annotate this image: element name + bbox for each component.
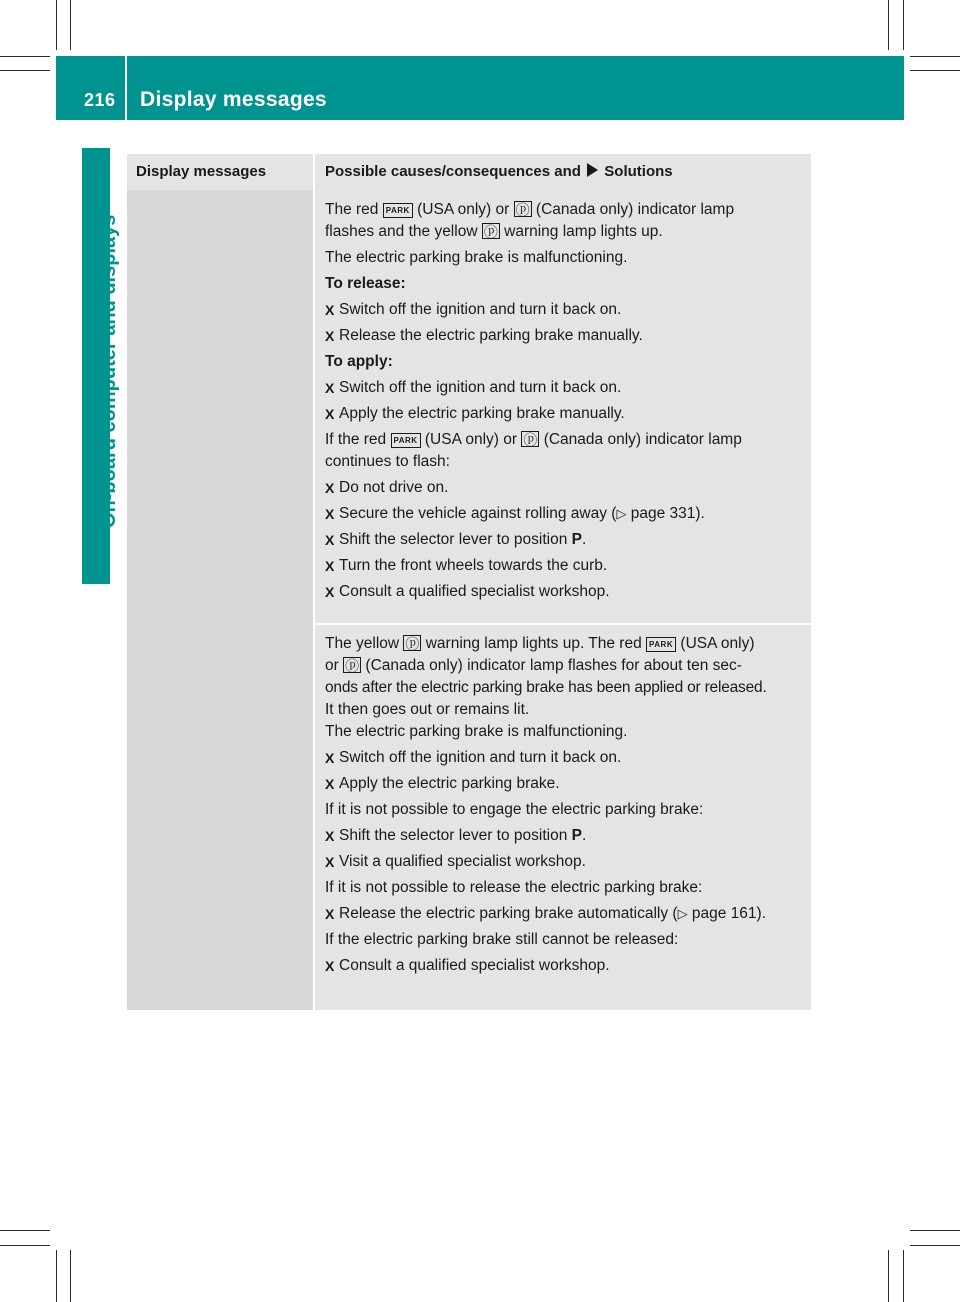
step-text: Visit a qualified specialist workshop. [339, 853, 586, 870]
crop-mark [0, 70, 50, 71]
page-ref-icon: ▷ [616, 506, 627, 521]
text: . [581, 827, 587, 844]
b1-condition [325, 429, 803, 451]
list-item [325, 955, 803, 977]
step-text [339, 825, 586, 847]
step-marker-icon: X [325, 958, 335, 974]
crop-mark [56, 1250, 57, 1302]
crop-mark [0, 1230, 50, 1231]
crop-mark [70, 0, 71, 50]
park-icon: PARK [383, 203, 413, 218]
step-text: Switch off the ignition and turn it back on. [339, 379, 622, 396]
step-marker-icon: X [325, 750, 335, 766]
list-item [325, 555, 803, 577]
step-marker-icon: X [325, 776, 335, 792]
crop-mark [910, 1230, 960, 1231]
text: (Canada only) indicator lamp [535, 201, 735, 218]
step-marker-icon: X [325, 558, 335, 574]
apply-heading: To apply: [325, 353, 393, 370]
step-text: Consult a qualified specialist workshop. [339, 583, 610, 600]
table-body [127, 190, 811, 1010]
text: . [581, 531, 587, 548]
crop-mark [910, 1245, 960, 1246]
b1-condition-2: continues to flash: [325, 453, 450, 470]
text: Shift the selector lever to position [339, 827, 568, 844]
step-text: Switch off the ignition and turn it back on. [339, 301, 622, 318]
step-marker-icon: X [325, 828, 335, 844]
display-message-cell [127, 190, 313, 1010]
b1-intro-2 [325, 221, 803, 243]
page-number: 216 [84, 90, 116, 110]
step-marker-icon: X [325, 584, 335, 600]
step-text: Apply the electric parking brake. [339, 775, 560, 792]
step-marker-icon: X [325, 480, 335, 496]
crop-mark [56, 0, 57, 50]
messages-table [127, 154, 811, 1010]
chapter-tab-label: On-board computer and displays [98, 214, 120, 528]
list-item [325, 325, 803, 347]
crop-mark [0, 56, 50, 57]
col-header-solutions [313, 154, 811, 190]
step-marker-icon: X [325, 302, 335, 318]
page-ref-link[interactable]: page 331). [630, 505, 705, 522]
crop-mark [0, 1245, 50, 1246]
park-icon: PARK [646, 637, 676, 652]
brake-warning-icon [514, 201, 532, 217]
table-row [315, 190, 811, 623]
step-marker-icon: X [325, 380, 335, 396]
list-item [325, 299, 803, 321]
text: warning lamp lights up. The red [425, 635, 642, 652]
list-item [325, 903, 803, 925]
b2-release-condition: If it is not possible to release the electric parking brake: [325, 879, 703, 896]
list-item [325, 851, 803, 873]
b2-intro-2 [325, 655, 803, 677]
crop-mark [910, 70, 960, 71]
step-text: Apply the electric parking brake manually. [339, 405, 625, 422]
park-icon: PARK [391, 433, 421, 448]
list-item [325, 529, 803, 551]
table-header [127, 154, 811, 190]
b2-still-condition: If the electric parking brake still cannot be released: [325, 931, 679, 948]
crop-mark [903, 1250, 904, 1302]
header-divider [125, 56, 127, 120]
solution-arrow-icon [587, 163, 598, 177]
b2-engage-condition: If it is not possible to engage the electric parking brake: [325, 801, 704, 818]
text: (Canada only) indicator lamp [543, 431, 742, 448]
crop-mark [910, 56, 960, 57]
crop-mark [888, 0, 889, 50]
step-marker-icon: X [325, 906, 335, 922]
text: or [325, 657, 339, 674]
crop-mark [70, 1250, 71, 1302]
text: (Canada only) indicator lamp flashes for about ten sec- [365, 657, 742, 674]
list-item [325, 747, 803, 769]
text: (USA only) or [417, 201, 510, 218]
text: warning lamp lights up. [504, 223, 663, 240]
text: The yellow [325, 635, 400, 652]
step-marker-icon: X [325, 854, 335, 870]
step-text: Do not drive on. [339, 479, 449, 496]
step-text: Consult a qualified specialist workshop. [339, 957, 610, 974]
list-item [325, 503, 803, 525]
text: (USA only) [680, 635, 755, 652]
release-heading: To release: [325, 275, 406, 292]
step-text: Turn the front wheels towards the curb. [339, 557, 608, 574]
col-header-suffix: Solutions [604, 163, 673, 180]
step-text [339, 503, 705, 525]
page-ref-icon: ▷ [677, 906, 688, 921]
text: Shift the selector lever to position [339, 531, 568, 548]
col-header-display-messages: Display messages [136, 163, 267, 180]
text: (USA only) or [424, 431, 518, 448]
step-marker-icon: X [325, 406, 335, 422]
list-item [325, 825, 803, 847]
text: flashes and the yellow [325, 223, 478, 240]
step-text [339, 903, 766, 925]
solutions-cell [313, 190, 811, 1010]
list-item [325, 581, 803, 603]
gear-position: P [571, 531, 582, 548]
list-item [325, 403, 803, 425]
crop-mark [888, 1250, 889, 1302]
text: If the red [325, 431, 387, 448]
brake-warning-icon [521, 431, 539, 447]
step-text: Switch off the ignition and turn it back on. [339, 749, 622, 766]
b2-cause: The electric parking brake is malfunctioning. [325, 723, 628, 740]
b1-cause: The electric parking brake is malfunctioning. [325, 249, 628, 266]
col-header-prefix: Possible causes/consequences and [325, 163, 581, 180]
page-ref-link[interactable]: page 161). [691, 905, 767, 922]
step-text: Release the electric parking brake manually. [339, 327, 643, 344]
brake-warning-icon [403, 635, 421, 651]
step-marker-icon: X [325, 532, 335, 548]
page-title: Display messages [140, 88, 327, 111]
text: Release the electric parking brake automatically ( [339, 905, 678, 922]
brake-warning-icon [343, 657, 361, 673]
list-item [325, 773, 803, 795]
step-marker-icon: X [325, 506, 335, 522]
list-item [325, 377, 803, 399]
step-marker-icon: X [325, 328, 335, 344]
brake-warning-icon [482, 223, 500, 239]
b2-intro [325, 633, 803, 655]
b1-intro [325, 199, 803, 221]
text: Secure the vehicle against rolling away ( [339, 505, 617, 522]
b2-intro-4: It then goes out or remains lit. [325, 701, 530, 718]
b2-intro-3: onds after the electric parking brake has been applied or released. [325, 679, 767, 696]
table-row [315, 623, 811, 1010]
crop-mark [903, 0, 904, 50]
gear-position: P [571, 827, 582, 844]
step-text [339, 529, 586, 551]
text: The red [325, 201, 379, 218]
list-item [325, 477, 803, 499]
